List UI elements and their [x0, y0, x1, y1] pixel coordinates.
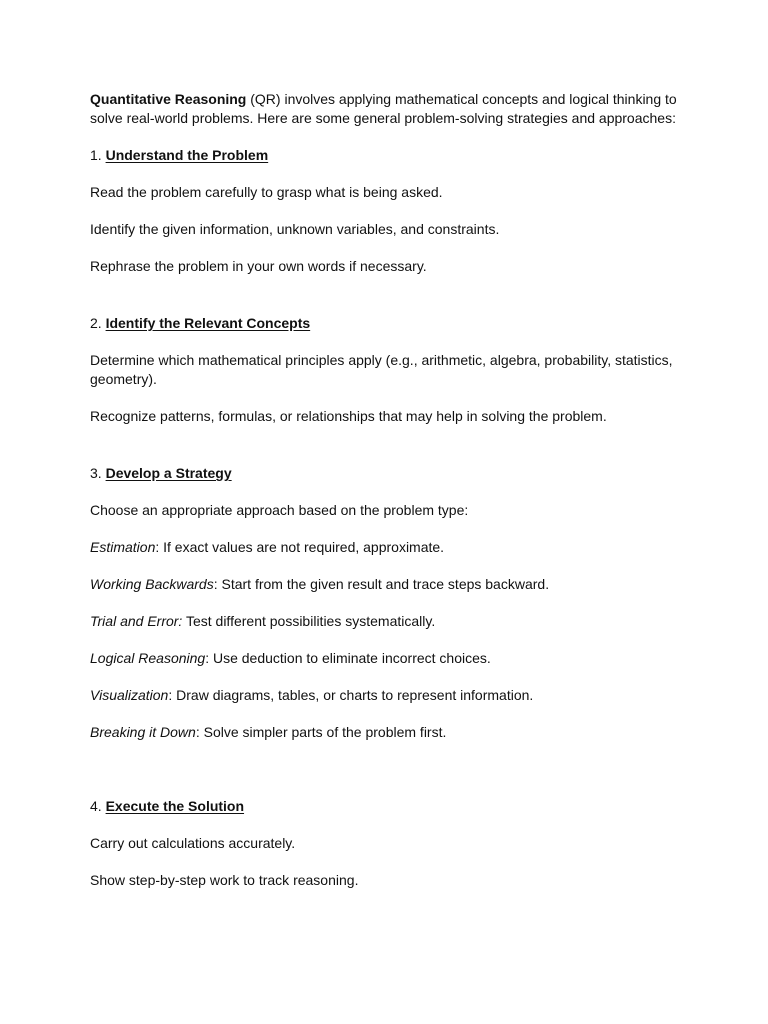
strategy-term: Visualization	[90, 687, 169, 703]
strategy-term: Estimation	[90, 539, 156, 555]
paragraph: Rephrase the problem in your own words if necessary.	[90, 258, 427, 274]
strategy-term: Logical Reasoning	[90, 650, 206, 666]
section-heading-execute	[90, 797, 690, 816]
paragraph: Identify the given information, unknown variables, and constraints.	[90, 221, 500, 237]
section-number: 1.	[90, 147, 106, 163]
paragraph: Carry out calculations accurately.	[90, 835, 296, 851]
strategy-item	[90, 649, 690, 668]
section-title: Understand the Problem	[105, 147, 269, 163]
paragraph: Show step-by-step work to track reasoning.	[90, 872, 359, 888]
section-heading-strategy	[90, 464, 690, 483]
strategy-item	[90, 538, 690, 557]
document-page	[90, 90, 690, 890]
intro-text: (QR) involves applying mathematical concepts and logical thinking to solve real-world problems. Here are some general problem-solving strategies and approaches:	[90, 91, 677, 126]
section-heading-concepts	[90, 314, 690, 333]
section-number: 3.	[90, 465, 106, 481]
section-title: Execute the Solution	[105, 798, 245, 814]
strategy-desc: : If exact values are not required, approximate.	[155, 539, 445, 555]
paragraph: Determine which mathematical principles apply (e.g., arithmetic, algebra, probability, statistics, geometry).	[90, 352, 673, 387]
section-number: 2.	[90, 315, 106, 331]
strategy-item	[90, 686, 690, 705]
strategy-desc: : Solve simpler parts of the problem first.	[195, 724, 447, 740]
strategy-item	[90, 723, 690, 742]
strategy-term: Working Backwards	[90, 576, 214, 592]
strategy-desc: Test different possibilities systematically.	[182, 613, 436, 629]
paragraph: Recognize patterns, formulas, or relationships that may help in solving the problem.	[90, 408, 607, 424]
strategy-desc: : Draw diagrams, tables, or charts to represent information.	[168, 687, 534, 703]
section-title: Identify the Relevant Concepts	[105, 315, 311, 331]
strategy-item	[90, 575, 690, 594]
paragraph: Choose an appropriate approach based on the problem type:	[90, 502, 469, 518]
strategy-item	[90, 612, 690, 631]
section-number: 4.	[90, 798, 106, 814]
strategy-desc: : Use deduction to eliminate incorrect choices.	[205, 650, 491, 666]
paragraph: Read the problem carefully to grasp what is being asked.	[90, 184, 443, 200]
section-title: Develop a Strategy	[105, 465, 232, 481]
strategy-term: Breaking it Down	[90, 724, 196, 740]
intro-term: Quantitative Reasoning	[90, 91, 247, 107]
section-heading-understand	[90, 146, 690, 165]
strategy-desc: : Start from the given result and trace steps backward.	[213, 576, 550, 592]
intro-paragraph	[90, 90, 690, 128]
strategy-term: Trial and Error:	[90, 613, 183, 629]
